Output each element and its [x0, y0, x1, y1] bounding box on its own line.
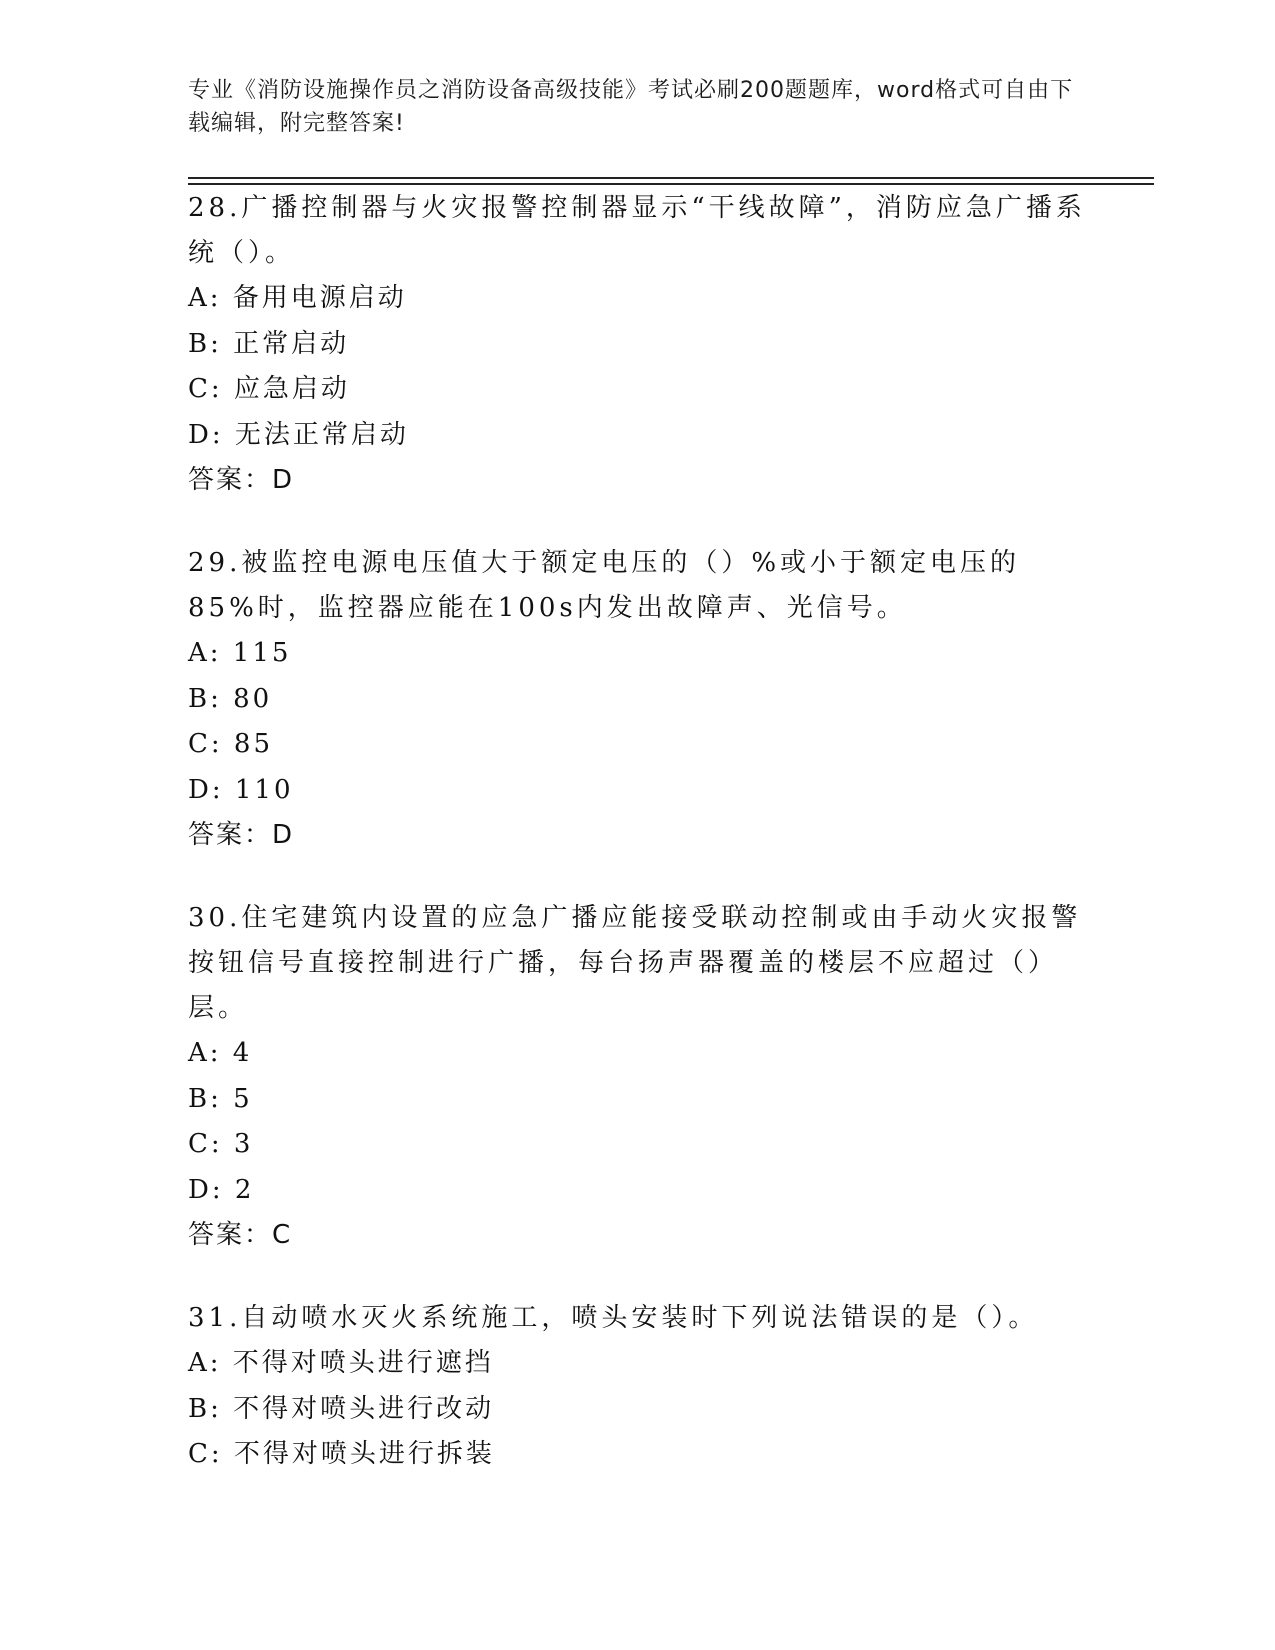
option-b: B: 正常启动 — [188, 328, 350, 359]
option-b: B: 不得对喷头进行改动 — [188, 1393, 495, 1424]
question-stem: 29.被监控电源电压值大于额定电压的（）%或小于额定电压的85%时，监控器应能在100s内发出故障声、光信号。 — [188, 548, 1021, 623]
option-a: A: 115 — [188, 638, 292, 668]
option-c: C: 不得对喷头进行拆装 — [188, 1439, 495, 1469]
option-b: B: 5 — [188, 1083, 253, 1114]
option-a: A: 4 — [188, 1038, 253, 1068]
option-d: D: 2 — [188, 1174, 255, 1205]
question-list — [188, 186, 1088, 1516]
option-a: A: 不得对喷头进行遮挡 — [188, 1348, 494, 1378]
option-c: C: 3 — [188, 1129, 254, 1159]
question-30 — [188, 896, 1088, 1258]
document-header: 专业《消防设施操作员之消防设备高级技能》考试必刷200题题库，word格式可自由下载编辑，附完整答案! — [188, 78, 1074, 136]
answer-line: 答案：C — [188, 1220, 293, 1250]
option-b: B: 80 — [188, 683, 273, 714]
header-divider-top — [188, 177, 1154, 179]
question-stem: 30.住宅建筑内设置的应急广播应能接受联动控制或由手动火灾报警按钮信号直接控制进行广播，每台扬声器覆盖的楼层不应超过（）层。 — [188, 903, 1082, 1023]
question-28 — [188, 186, 1088, 503]
option-a: A: 备用电源启动 — [188, 283, 407, 313]
option-d: D: 无法正常启动 — [188, 419, 409, 450]
option-d: D: 110 — [188, 774, 294, 805]
option-c: C: 85 — [188, 729, 274, 759]
answer-line: 答案：D — [188, 465, 295, 495]
option-c: C: 应急启动 — [188, 374, 350, 404]
header-divider-bottom — [188, 183, 1154, 185]
question-29 — [188, 541, 1088, 858]
answer-line: 答案：D — [188, 820, 295, 850]
question-31 — [188, 1296, 1088, 1478]
question-stem: 28.广播控制器与火灾报警控制器显示“干线故障”，消防应急广播系统（）。 — [188, 193, 1086, 268]
question-stem: 31.自动喷水灭火系统施工，喷头安装时下列说法错误的是（）。 — [188, 1303, 1039, 1333]
